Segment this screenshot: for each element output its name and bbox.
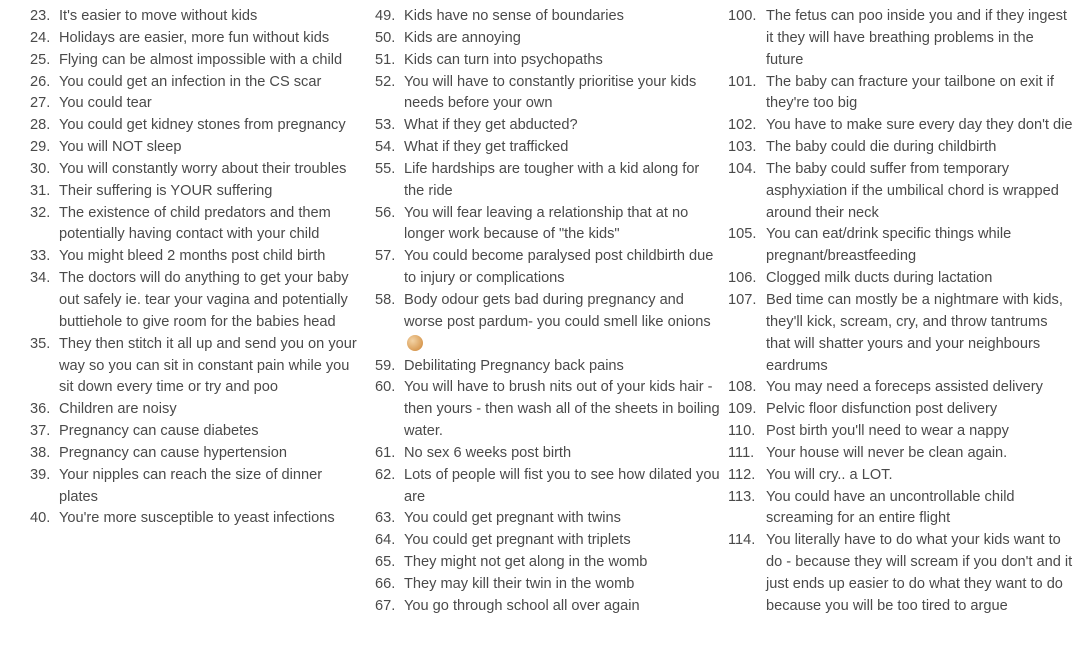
list-item (30, 93, 365, 115)
list-column-3 (728, 6, 1073, 618)
list-item (375, 159, 720, 203)
item-number: 25. (30, 51, 51, 68)
item-number: 30. (30, 160, 51, 177)
item-text: Children are noisy (59, 401, 177, 418)
item-number: 29. (30, 139, 51, 156)
item-text: Your nipples can reach the size of dinner plates (59, 466, 323, 505)
item-number: 40. (30, 510, 51, 527)
item-text: You go through school all over again (404, 597, 640, 614)
list-item (30, 399, 365, 421)
list-item (728, 6, 1073, 72)
item-number: 113. (728, 488, 756, 505)
item-text-wrap (404, 159, 720, 203)
item-text: You're more susceptible to yeast infections (59, 510, 335, 527)
item-text-wrap (404, 596, 720, 618)
item-number: 28. (30, 117, 51, 134)
item-text: Pelvic floor disfunction post delivery (766, 401, 998, 418)
list-item (375, 443, 720, 465)
list-item (728, 115, 1073, 137)
item-text: The existence of child predators and them potentially having contact with your child (59, 204, 331, 243)
item-text-wrap (404, 377, 720, 443)
item-text-wrap (59, 159, 365, 181)
list-item (728, 137, 1073, 159)
onion-emoji-icon (407, 335, 423, 351)
item-text-wrap (59, 93, 365, 115)
item-text-wrap (404, 290, 720, 356)
item-number: 24. (30, 29, 51, 46)
item-text: The baby can fracture your tailbone on exit if they're too big (766, 73, 1054, 112)
item-number: 101. (728, 73, 757, 90)
item-text: Post birth you'll need to wear a nappy (766, 423, 1009, 440)
item-text-wrap (766, 290, 1073, 377)
item-number: 63. (375, 510, 396, 527)
list-item (728, 377, 1073, 399)
item-text: Debilitating Pregnancy back pains (404, 357, 624, 374)
item-number: 39. (30, 466, 51, 483)
item-text: You will NOT sleep (59, 139, 182, 156)
list-item (728, 290, 1073, 377)
item-text: Pregnancy can cause diabetes (59, 423, 259, 440)
item-text: You will constantly worry about their troubles (59, 160, 347, 177)
item-text: What if they get trafficked (404, 139, 569, 156)
item-number: 107. (728, 291, 757, 308)
item-number: 35. (30, 335, 51, 352)
list-item (728, 465, 1073, 487)
item-text: You can eat/drink specific things while pregnant/breastfeeding (766, 226, 1012, 265)
item-text: Your house will never be clean again. (766, 444, 1008, 461)
item-number: 36. (30, 401, 51, 418)
item-text: You could become paralysed post childbirth due to injury or complications (404, 248, 714, 287)
item-text: They may kill their twin in the womb (404, 575, 635, 592)
list-item (375, 290, 720, 356)
item-text: Holidays are easier, more fun without kids (59, 29, 330, 46)
item-number: 67. (375, 597, 396, 614)
list-item (375, 552, 720, 574)
list-item (728, 530, 1073, 617)
item-text: You will have to constantly prioritise your kids needs before your own (404, 73, 697, 112)
item-text-wrap (766, 6, 1073, 72)
list-item (375, 574, 720, 596)
item-text: You might bleed 2 months post child birth (59, 248, 326, 265)
item-number: 34. (30, 270, 51, 287)
item-number: 103. (728, 139, 757, 156)
item-text-wrap (404, 50, 720, 72)
list-column-1 (30, 6, 365, 530)
list-item (728, 443, 1073, 465)
list-item (728, 224, 1073, 268)
item-text-wrap (59, 443, 365, 465)
item-text: No sex 6 weeks post birth (404, 444, 572, 461)
item-text: The baby could die during childbirth (766, 139, 997, 156)
item-text-wrap (59, 28, 365, 50)
item-text-wrap (766, 115, 1073, 137)
item-text-wrap (766, 224, 1073, 268)
list-item (30, 246, 365, 268)
item-number: 66. (375, 575, 396, 592)
item-text-wrap (766, 443, 1073, 465)
list-item (375, 137, 720, 159)
item-number: 105. (728, 226, 757, 243)
item-number: 55. (375, 160, 396, 177)
item-number: 111. (728, 444, 755, 461)
item-text-wrap (404, 356, 720, 378)
list-item (30, 6, 365, 28)
item-text: It's easier to move without kids (59, 8, 258, 24)
item-text: You will have to brush nits out of your kids hair - then yours - then wash all of the sheets in boiling water. (404, 379, 720, 440)
list-item (30, 203, 365, 247)
item-number: 104. (728, 160, 757, 177)
item-text-wrap (404, 246, 720, 290)
item-number: 61. (375, 444, 396, 461)
list-item (375, 508, 720, 530)
item-text: Life hardships are tougher with a kid along for the ride (404, 160, 700, 199)
item-number: 37. (30, 423, 51, 440)
list-item (375, 50, 720, 72)
item-text-wrap (59, 137, 365, 159)
list-item (375, 28, 720, 50)
item-text-wrap (59, 181, 365, 203)
list-item (375, 6, 720, 28)
item-text: You could get kidney stones from pregnancy (59, 117, 346, 134)
item-text-wrap (59, 115, 365, 137)
item-text-wrap (766, 465, 1073, 487)
item-text: They then stitch it all up and send you on your way so you can sit in constant pain while you sit down every time or try and poo (59, 335, 357, 396)
item-number: 57. (375, 248, 396, 265)
item-number: 51. (375, 51, 396, 68)
list-item (30, 115, 365, 137)
list-item (30, 28, 365, 50)
item-text: You will fear leaving a relationship that at no longer work because of "the kids" (404, 204, 689, 243)
item-text-wrap (766, 399, 1073, 421)
item-text: The baby could suffer from temporary asphyxiation if the umbilical chord is wrapped around their neck (766, 160, 1059, 221)
item-text: Kids can turn into psychopaths (404, 51, 603, 68)
list-item (30, 50, 365, 72)
item-text-wrap (766, 377, 1073, 399)
list-item (375, 356, 720, 378)
item-number: 62. (375, 466, 396, 483)
list-item (375, 203, 720, 247)
item-text-wrap (59, 399, 365, 421)
item-text: What if they get abducted? (404, 117, 578, 134)
item-text-wrap (766, 487, 1073, 531)
item-number: 50. (375, 29, 396, 46)
item-number: 31. (30, 182, 51, 199)
list-item (30, 443, 365, 465)
item-number: 27. (30, 95, 51, 112)
item-text-wrap (404, 137, 720, 159)
item-number: 109. (728, 401, 757, 418)
item-text-wrap (766, 137, 1073, 159)
item-text-wrap (404, 508, 720, 530)
item-text-wrap (404, 552, 720, 574)
item-text-wrap (59, 268, 365, 334)
item-text: Clogged milk ducts during lactation (766, 270, 993, 287)
item-text-wrap (404, 574, 720, 596)
item-text: You have to make sure every day they don't die (766, 117, 1073, 134)
item-number: 58. (375, 291, 396, 308)
item-text-wrap (766, 421, 1073, 443)
item-text-wrap (59, 203, 365, 247)
item-number: 59. (375, 357, 396, 374)
list-item (728, 487, 1073, 531)
item-number: 102. (728, 117, 757, 134)
item-text: Body odour gets bad during pregnancy and worse post pardum- you could smell like onions (404, 291, 711, 330)
item-number: 52. (375, 73, 396, 90)
list-item (30, 508, 365, 530)
item-number: 64. (375, 532, 396, 549)
item-text: Lots of people will fist you to see how dilated you are (404, 466, 720, 505)
list-item (728, 268, 1073, 290)
item-number: 100. (728, 8, 757, 24)
item-number: 106. (728, 270, 757, 287)
list-item (375, 465, 720, 509)
item-number: 32. (30, 204, 51, 221)
item-number: 114. (728, 532, 756, 549)
item-number: 49. (375, 8, 396, 24)
item-text-wrap (404, 115, 720, 137)
list-item (728, 72, 1073, 116)
item-text: You literally have to do what your kids want to do - because they will scream if you don't and it just ends up easier to do what they want to do because you will be too tired to argue (766, 532, 1073, 614)
item-text-wrap (59, 508, 365, 530)
item-text: You could tear (59, 95, 152, 112)
item-text: The fetus can poo inside you and if they ingest it they will have breathing problems in the future (766, 8, 1067, 68)
item-text-wrap (59, 465, 365, 509)
list-item (30, 465, 365, 509)
list-item (375, 530, 720, 552)
item-number: 54. (375, 139, 396, 156)
item-text: You could get pregnant with triplets (404, 532, 631, 549)
item-text-wrap (59, 50, 365, 72)
item-text: You could get an infection in the CS scar (59, 73, 322, 90)
item-number: 53. (375, 117, 396, 134)
item-text-wrap (404, 465, 720, 509)
item-text-wrap (404, 72, 720, 116)
item-number: 38. (30, 444, 51, 461)
list-column-2 (375, 6, 720, 618)
item-text: You will cry.. a LOT. (766, 466, 893, 483)
item-text: Bed time can mostly be a nightmare with kids, they'll kick, scream, cry, and throw tantrums that will shatter yours and your neighbours eardrums (766, 291, 1063, 374)
item-number: 65. (375, 554, 396, 571)
item-text: The doctors will do anything to get your baby out safely ie. tear your vagina and potentially buttiehole to give room for the babies head (59, 270, 349, 330)
item-text-wrap (404, 530, 720, 552)
list-item (30, 159, 365, 181)
list-item (375, 596, 720, 618)
item-text: You may need a foreceps assisted delivery (766, 379, 1043, 396)
item-number: 23. (30, 8, 51, 24)
item-text-wrap (766, 159, 1073, 225)
item-text-wrap (766, 530, 1073, 617)
list-item (375, 72, 720, 116)
item-number: 110. (728, 423, 756, 440)
item-text-wrap (404, 28, 720, 50)
list-item (30, 334, 365, 400)
item-text: Pregnancy can cause hypertension (59, 444, 287, 461)
item-text: Their suffering is YOUR suffering (59, 182, 273, 199)
list-item (375, 377, 720, 443)
list-item (375, 246, 720, 290)
item-number: 56. (375, 204, 396, 221)
item-text-wrap (766, 268, 1073, 290)
item-text: You could have an uncontrollable child screaming for an entire flight (766, 488, 1015, 527)
list-item (30, 72, 365, 94)
item-text-wrap (404, 6, 720, 28)
item-number: 33. (30, 248, 51, 265)
item-text: Kids are annoying (404, 29, 521, 46)
item-text: You could get pregnant with twins (404, 510, 621, 527)
item-text-wrap (59, 72, 365, 94)
item-text-wrap (59, 421, 365, 443)
item-text-wrap (404, 443, 720, 465)
list-item (728, 159, 1073, 225)
item-text-wrap (59, 246, 365, 268)
item-text: Flying can be almost impossible with a child (59, 51, 343, 68)
list-item (30, 137, 365, 159)
item-text: They might not get along in the womb (404, 554, 648, 571)
list-item (375, 115, 720, 137)
item-number: 112. (728, 466, 756, 483)
item-text: Kids have no sense of boundaries (404, 8, 624, 24)
item-text-wrap (59, 6, 365, 28)
item-text-wrap (59, 334, 365, 400)
list-item (30, 181, 365, 203)
item-number: 26. (30, 73, 51, 90)
item-text-wrap (766, 72, 1073, 116)
list-item (30, 268, 365, 334)
list-item (728, 421, 1073, 443)
list-item (728, 399, 1073, 421)
item-text-wrap (404, 203, 720, 247)
item-number: 60. (375, 379, 396, 396)
list-item (30, 421, 365, 443)
item-number: 108. (728, 379, 757, 396)
